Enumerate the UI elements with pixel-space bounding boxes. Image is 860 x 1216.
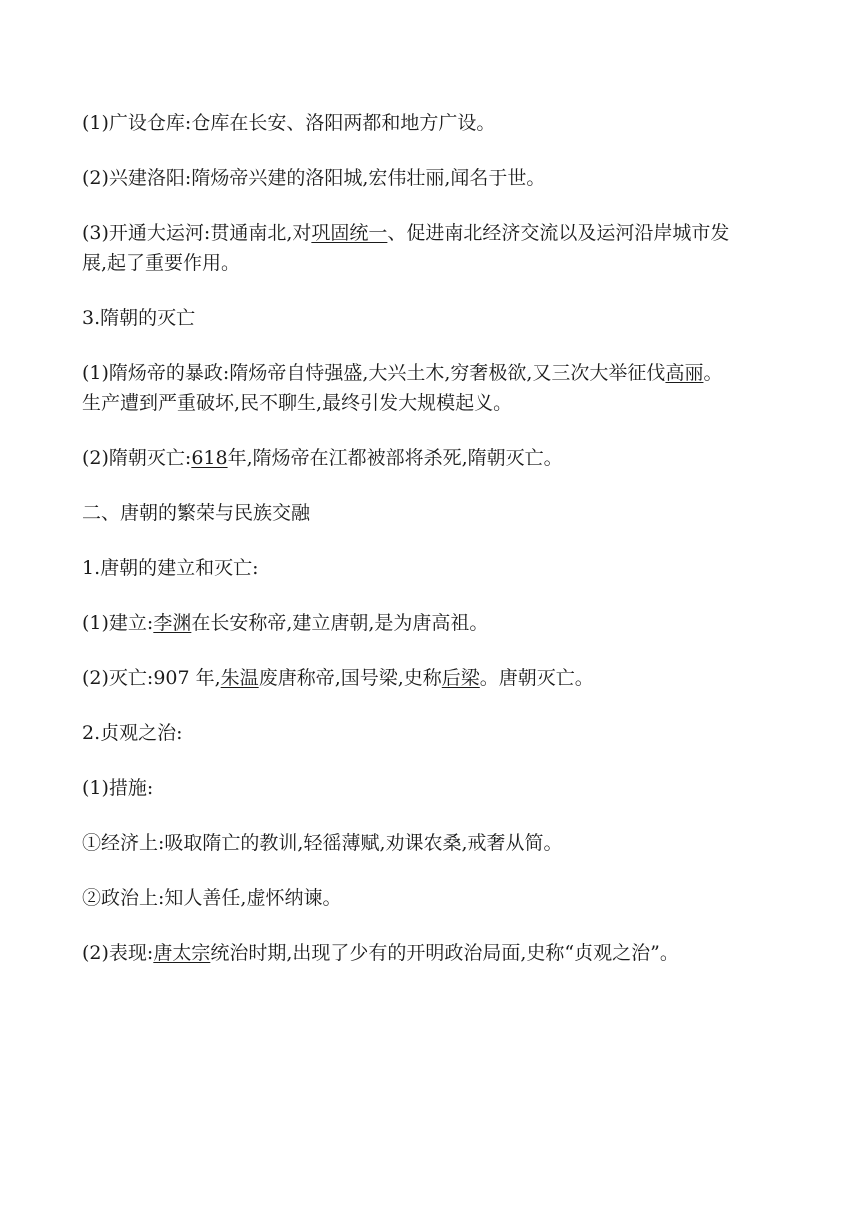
- text-run: 统治时期,出现了少有的开明政治局面,史称“贞观之治”。: [210, 942, 679, 964]
- text-run: (1)建立:: [82, 612, 154, 634]
- text-line: [82, 663, 782, 693]
- text-run: 、促进南北经济交流以及运河沿岸城市发: [387, 222, 730, 244]
- text-line: [82, 938, 782, 968]
- text-line: [82, 358, 782, 388]
- subsection-heading: 2.贞观之治:: [82, 722, 183, 744]
- text-run: (2)表现:: [82, 942, 154, 964]
- text-line: 生产遭到严重破坏,民不聊生,最终引发大规模起义。: [82, 392, 513, 414]
- text-run: 年,隋炀帝在江都被部将杀死,隋朝灭亡。: [227, 447, 563, 469]
- underlined-answer: 朱温: [220, 667, 259, 689]
- text-line: 展,起了重要作用。: [82, 252, 241, 274]
- underlined-answer: 巩固统一: [311, 222, 388, 244]
- text-line: (1)广设仓库:仓库在长安、洛阳两都和地方广设。: [82, 112, 496, 134]
- text-run: 废唐称帝,国号梁,史称: [258, 667, 442, 689]
- document-page: [82, 108, 782, 968]
- text-line: (2)兴建洛阳:隋炀帝兴建的洛阳城,宏伟壮丽,闻名于世。: [82, 167, 546, 189]
- text-line: [82, 608, 782, 638]
- section-heading: 3.隋朝的灭亡: [82, 307, 196, 329]
- text-run: (2)灭亡:907 年,: [82, 667, 221, 689]
- text-run: (3)开通大运河:贯通南北,对: [82, 222, 312, 244]
- text-line: [82, 218, 782, 248]
- subsection-heading: 1.唐朝的建立和灭亡:: [82, 557, 259, 579]
- underlined-answer: 618: [191, 447, 228, 469]
- text-run: 。唐朝灭亡。: [479, 667, 594, 689]
- text-run: (2)隋朝灭亡:: [82, 447, 192, 469]
- text-line: ②政治上:知人善任,虚怀纳谏。: [82, 887, 342, 909]
- underlined-answer: 唐太宗: [153, 942, 211, 964]
- text-line: [82, 443, 782, 473]
- text-run: 在长安称帝,建立唐朝,是为唐高祖。: [191, 612, 489, 634]
- section-heading: 二、唐朝的繁荣与民族交融: [82, 502, 311, 524]
- text-line: (1)措施:: [82, 777, 154, 799]
- underlined-answer: 后梁: [441, 667, 480, 689]
- text-run: 。: [703, 362, 723, 384]
- text-run: (1)隋炀帝的暴政:隋炀帝自恃强盛,大兴土木,穷奢极欲,又三次大举征伐: [82, 362, 666, 384]
- text-line: ①经济上:吸取隋亡的教训,轻徭薄赋,劝课农桑,戒奢从简。: [82, 832, 563, 854]
- underlined-answer: 李渊: [153, 612, 192, 634]
- underlined-answer: 高丽: [665, 362, 704, 384]
